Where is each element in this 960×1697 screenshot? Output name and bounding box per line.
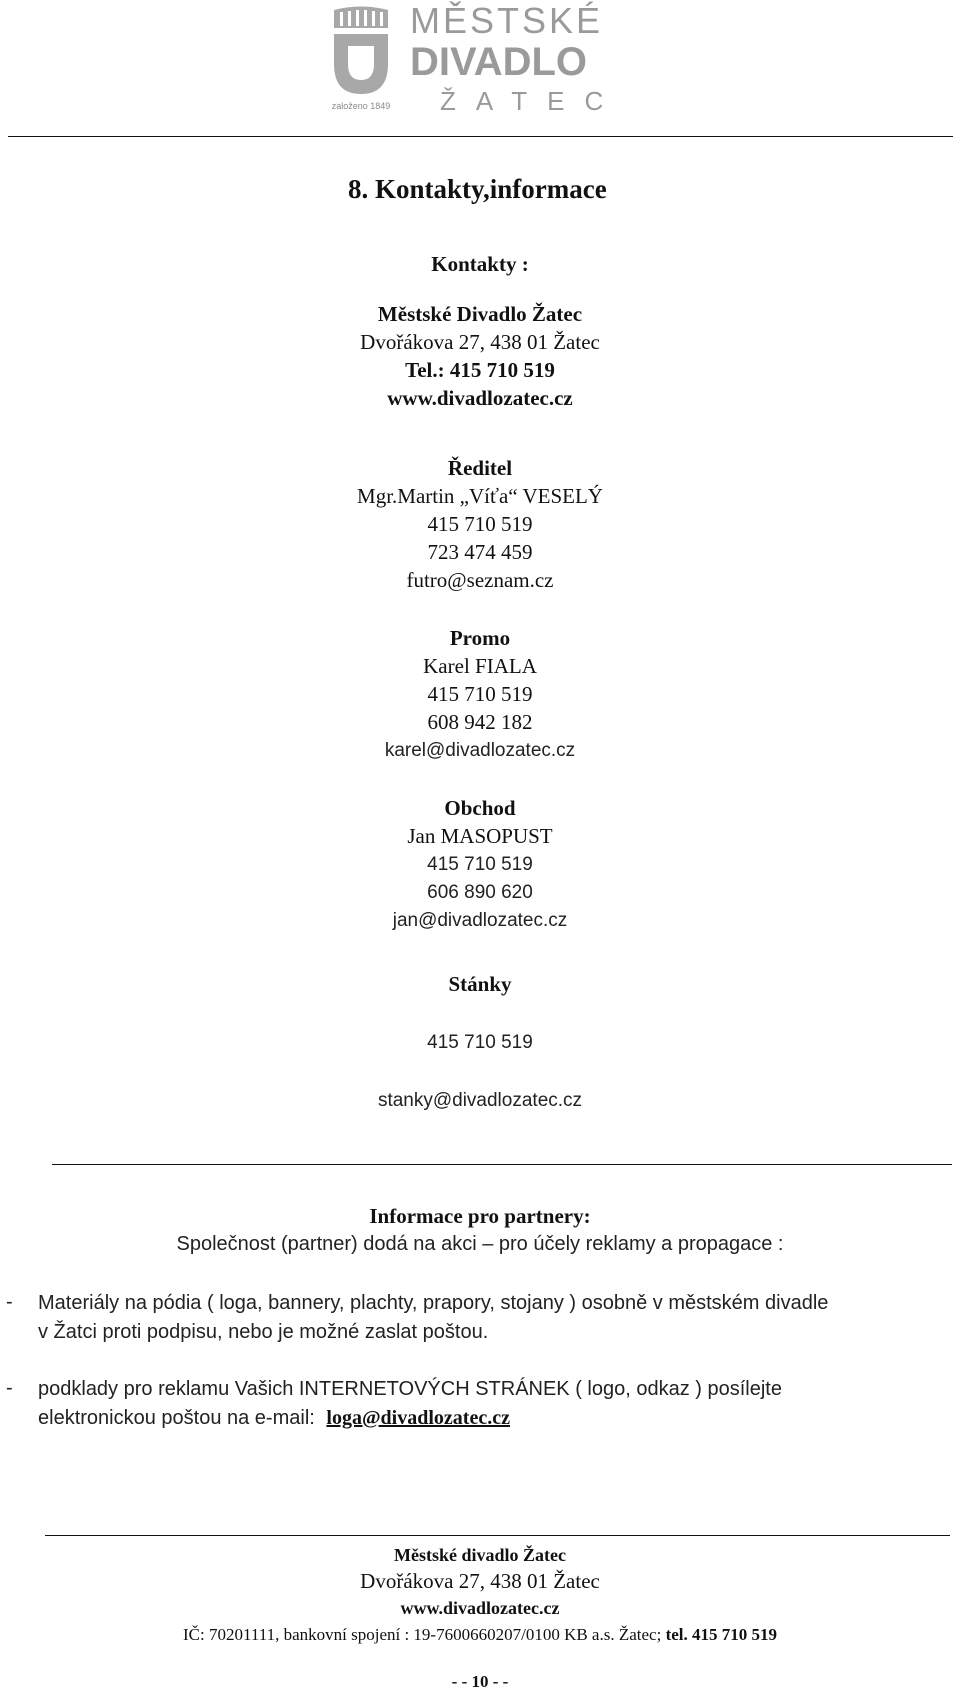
contacts-rule xyxy=(52,1164,952,1165)
org-address: Dvořákova 27, 438 01 Žatec xyxy=(360,330,600,354)
stands-phone: 415 710 519 xyxy=(427,1032,533,1053)
footer-rule xyxy=(45,1535,950,1536)
bullet1-line1: Materiály na pódia ( loga, bannery, plachty, prapory, stojany ) osobně v městském divadle xyxy=(38,1292,829,1314)
promo-name: Karel FIALA xyxy=(423,654,537,678)
bullet2-line1: podklady pro reklamu Vašich INTERNETOVÝCH STRÁNEK ( logo, odkaz ) posílejte xyxy=(38,1378,782,1400)
header-rule xyxy=(8,136,953,137)
org-web: www.divadlozatec.cz xyxy=(387,386,573,410)
promo-phone1: 415 710 519 xyxy=(427,682,533,706)
page-number: - - 10 - - xyxy=(451,1672,509,1691)
footer-address: Dvořákova 27, 438 01 Žatec xyxy=(360,1569,600,1593)
logo-word-mestske: MĚSTSKÉ xyxy=(410,0,604,41)
footer-web: www.divadlozatec.cz xyxy=(400,1598,560,1618)
director-email[interactable]: futro@seznam.cz xyxy=(406,568,554,592)
footer-ico-bank: IČ: 70201111, bankovní spojení : 19-7600660207/0100 KB a.s. Žatec; xyxy=(183,1625,662,1644)
stands-title: Stánky xyxy=(448,972,512,996)
footer-info xyxy=(0,1625,960,1645)
footer-tel: tel. 415 710 519 xyxy=(665,1625,777,1644)
footer-name: Městské divadlo Žatec xyxy=(394,1545,566,1565)
director-phone1: 415 710 519 xyxy=(427,512,533,536)
sales-name: Jan MASOPUST xyxy=(407,824,553,848)
promo-email[interactable]: karel@divadlozatec.cz xyxy=(384,740,576,761)
theatre-logo-mark xyxy=(330,6,392,98)
sales-email[interactable]: jan@divadlozatec.cz xyxy=(392,910,568,931)
section-title: 8. Kontakty,informace xyxy=(348,174,607,204)
bullet1-dash: - xyxy=(6,1291,13,1313)
promo-phone2: 608 942 182 xyxy=(427,710,533,734)
stands-email[interactable]: stanky@divadlozatec.cz xyxy=(377,1090,583,1111)
bullet2-text: elektronickou poštou na e-mail: xyxy=(38,1407,315,1429)
logo-word-divadlo: DIVADLO xyxy=(410,40,588,84)
director-name: Mgr.Martin „Víťa“ VESELÝ xyxy=(357,484,603,508)
bullet2-line2 xyxy=(38,1404,938,1433)
bullet1-line2: v Žatci proti podpisu, nebo je možné zaslat poštou. xyxy=(38,1321,489,1343)
contacts-heading: Kontakty : xyxy=(431,252,529,276)
sales-title: Obchod xyxy=(444,796,516,820)
partners-heading: Informace pro partnery: xyxy=(369,1204,591,1228)
partners-intro: Společnost (partner) dodá na akci – pro účely reklamy a propagace : xyxy=(176,1233,784,1255)
sales-phone1: 415 710 519 xyxy=(427,854,533,875)
sales-phone2: 606 890 620 xyxy=(427,882,533,903)
logo-word-zatec: ŽATEC xyxy=(440,86,624,116)
partners-email-link[interactable]: loga@divadlozatec.cz xyxy=(326,1407,510,1429)
org-name: Městské Divadlo Žatec xyxy=(377,302,583,326)
director-title: Ředitel xyxy=(447,456,513,480)
bullet2-dash: - xyxy=(6,1377,13,1399)
org-tel: Tel.: 415 710 519 xyxy=(405,358,555,382)
director-phone2: 723 474 459 xyxy=(427,540,533,564)
logo-founded: založeno 1849 xyxy=(331,101,391,111)
promo-title: Promo xyxy=(449,626,511,650)
